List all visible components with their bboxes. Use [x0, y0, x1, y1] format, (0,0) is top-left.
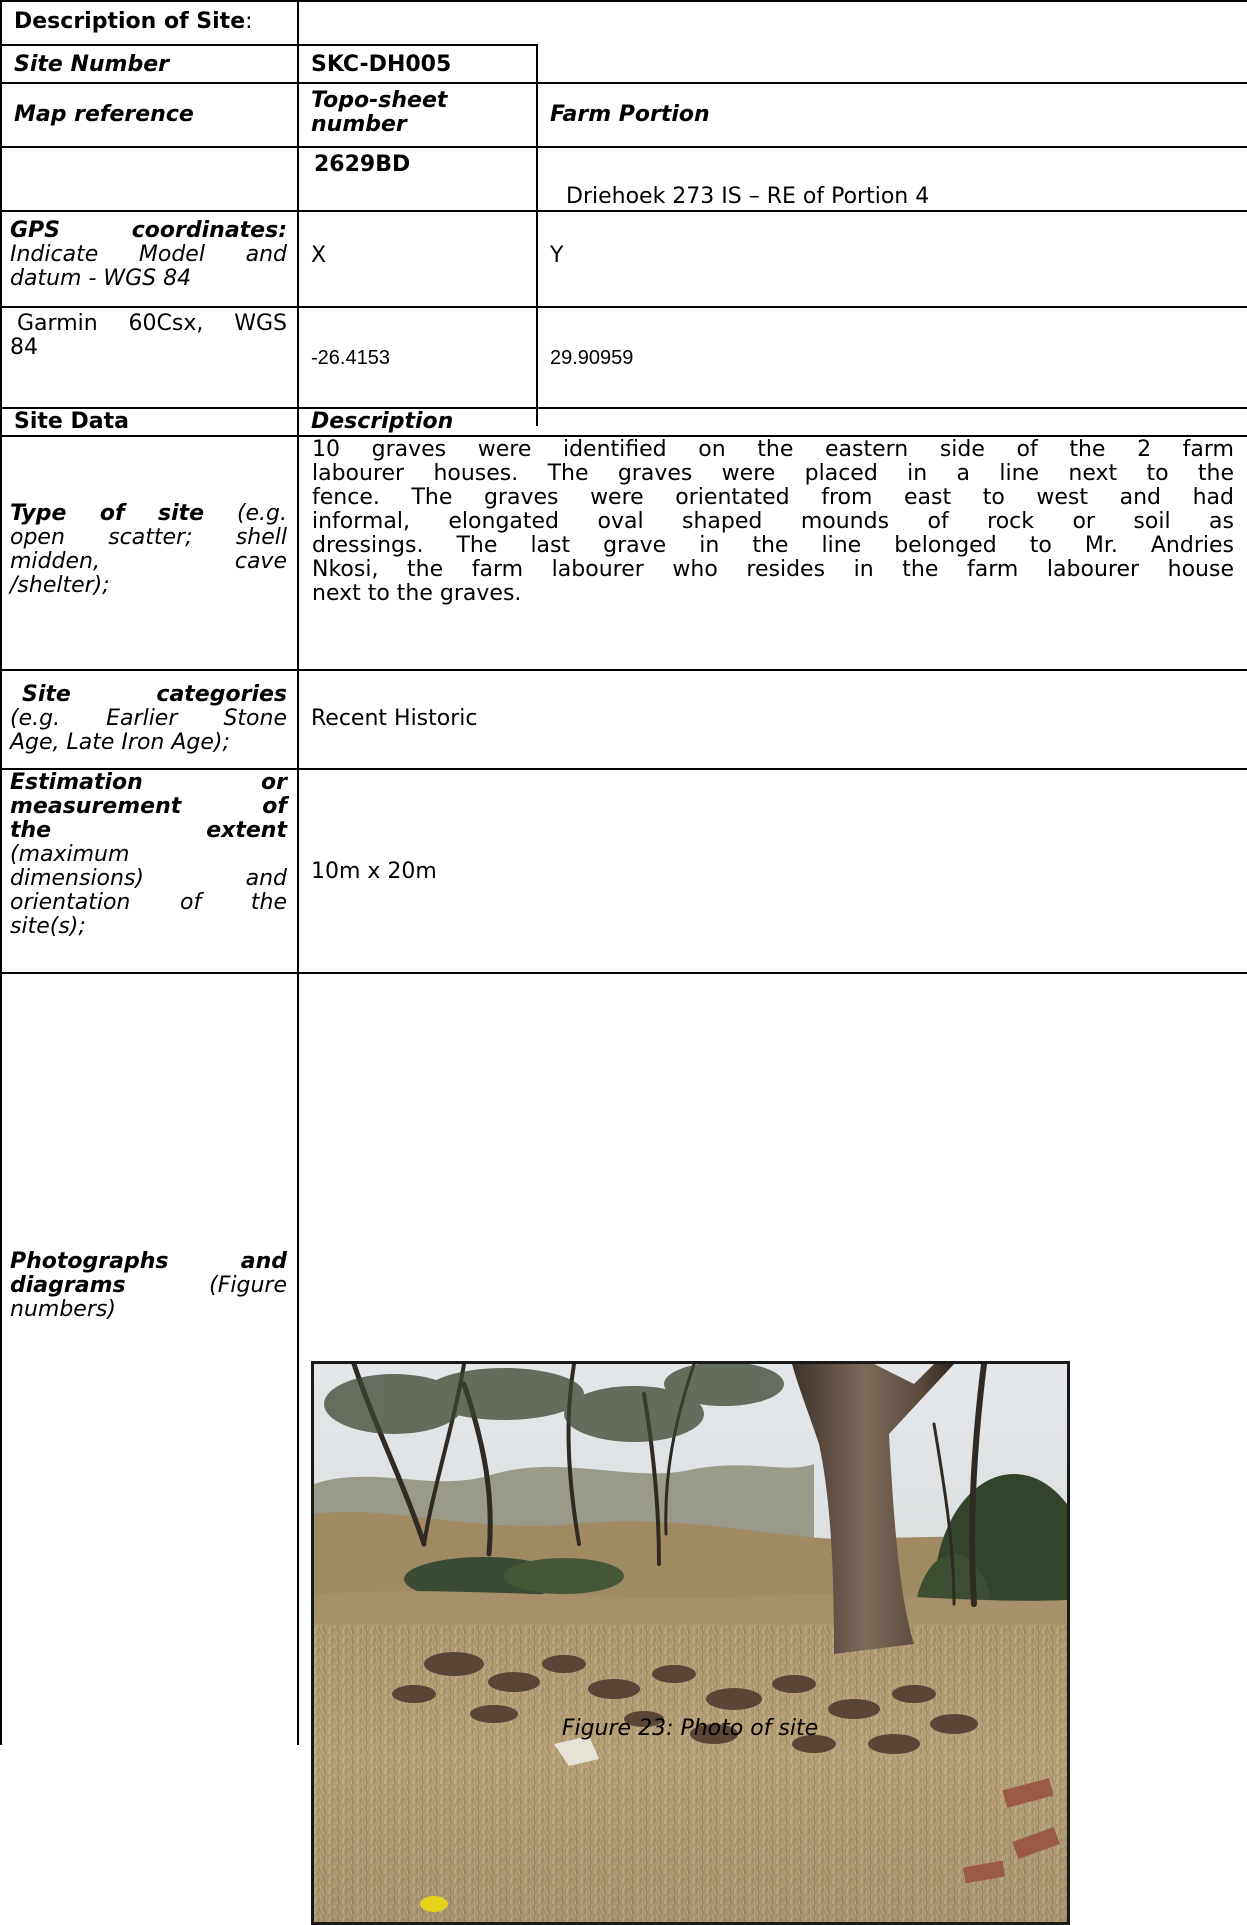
photo-caption: Figure 23: Photo of site	[561, 1716, 819, 1741]
site-categories-value: Recent Historic	[311, 706, 478, 731]
description-line: next to the graves.	[312, 581, 522, 606]
extent-label-line: (maximum	[10, 842, 130, 867]
site-number-label: Site Number	[14, 52, 169, 77]
gps-model-line2: 84	[10, 335, 38, 360]
row-divider	[0, 0, 1247, 2]
photographs-label-bold2: diagrams	[10, 1273, 126, 1298]
photographs-label-line2	[10, 1274, 287, 1298]
site-number-value: SKC-DH005	[311, 52, 452, 77]
extent-value: 10m x 20m	[311, 859, 437, 884]
description-line: fence. The graves were orientated from east to west and had	[312, 485, 1234, 510]
type-of-site-label-line3: midden, cave	[10, 549, 287, 574]
photographs-label	[10, 1250, 287, 1322]
type-of-site-label-line4: /shelter);	[10, 573, 110, 598]
extent-label-line: dimensions) and	[10, 866, 287, 891]
gps-x-value: -26.4153	[311, 347, 390, 369]
type-of-site-label-eg: (e.g.	[236, 501, 288, 526]
row-divider	[0, 210, 1247, 212]
description-line: Nkosi, the farm labourer who resides in the farm labourer house	[312, 557, 1234, 582]
row-divider	[0, 44, 298, 46]
gps-model	[10, 312, 287, 360]
map-reference-label: Map reference	[14, 102, 194, 127]
column-divider-2	[536, 44, 538, 426]
type-of-site-label-line2: open scatter; shell	[10, 525, 287, 550]
gps-label-line1: GPS coordinates:	[10, 218, 287, 243]
site-categories-label-line3: Age, Late Iron Age);	[10, 730, 230, 755]
row-divider	[0, 306, 1247, 308]
row-divider	[0, 972, 1247, 974]
gps-x-label: X	[311, 243, 327, 268]
row-divider	[0, 669, 1247, 671]
site-categories-label	[10, 683, 287, 755]
row-divider	[0, 82, 1247, 84]
type-of-site-label	[10, 502, 287, 598]
topo-sheet-label	[311, 89, 531, 137]
farm-portion-value: Driehoek 273 IS – RE of Portion 4	[566, 184, 930, 209]
extent-label-line: Estimation or	[10, 770, 287, 795]
description-label: Description	[311, 409, 454, 434]
gps-y-label: Y	[550, 243, 564, 268]
topo-sheet-label-line2: number	[311, 112, 407, 137]
description-line: dressings. The last grave in the line belonged to Mr. Andries	[312, 533, 1234, 558]
description-of-site-title: Description of Site	[14, 9, 246, 34]
topo-sheet-value: 2629BD	[314, 152, 411, 177]
extent-label-line: measurement of	[10, 794, 287, 819]
site-categories-label-line2: (e.g. Earlier Stone	[10, 706, 287, 731]
photographs-label-line1: Photographs and	[10, 1249, 287, 1274]
extent-label-line: orientation of the	[10, 890, 287, 915]
photographs-label-figure: (Figure	[209, 1273, 287, 1298]
description-line: labourer houses. The graves were placed in a line next to the	[312, 461, 1234, 486]
gps-label-line2: Indicate Model and	[10, 242, 287, 267]
description-of-site-heading	[14, 10, 294, 34]
topo-sheet-label-line1: Topo-sheet	[311, 88, 448, 113]
site-photograph	[311, 1361, 1070, 1925]
type-of-site-label-line1	[10, 502, 287, 526]
gps-y-value: 29.90959	[550, 347, 634, 369]
extent-label	[10, 771, 287, 939]
extent-label-line: the extent	[10, 818, 287, 843]
column-divider-1	[297, 0, 299, 1745]
description-line: 10 graves were identified on the eastern side of the 2 farm	[312, 437, 1234, 462]
photographs-label-line3: numbers)	[10, 1297, 116, 1322]
site-data-label: Site Data	[14, 409, 129, 434]
gps-coordinates-label	[10, 219, 287, 291]
border-left	[0, 0, 2, 1745]
site-categories-label-line1: Site categories	[22, 682, 287, 707]
gps-label-line3: datum - WGS 84	[10, 266, 192, 291]
farm-portion-label: Farm Portion	[550, 102, 710, 127]
gps-model-line1: Garmin 60Csx, WGS	[17, 311, 287, 336]
description-of-site-colon: :	[245, 9, 253, 34]
site-photograph-image	[314, 1364, 1067, 1922]
extent-label-line: site(s);	[10, 914, 86, 939]
description-line: informal, elongated oval shaped mounds of rock or soil as	[312, 509, 1234, 534]
type-of-site-description	[312, 438, 1234, 606]
row-divider	[0, 407, 1247, 409]
type-of-site-label-bold: Type of site	[10, 501, 205, 526]
row-divider	[297, 44, 538, 46]
row-divider	[0, 146, 1247, 148]
